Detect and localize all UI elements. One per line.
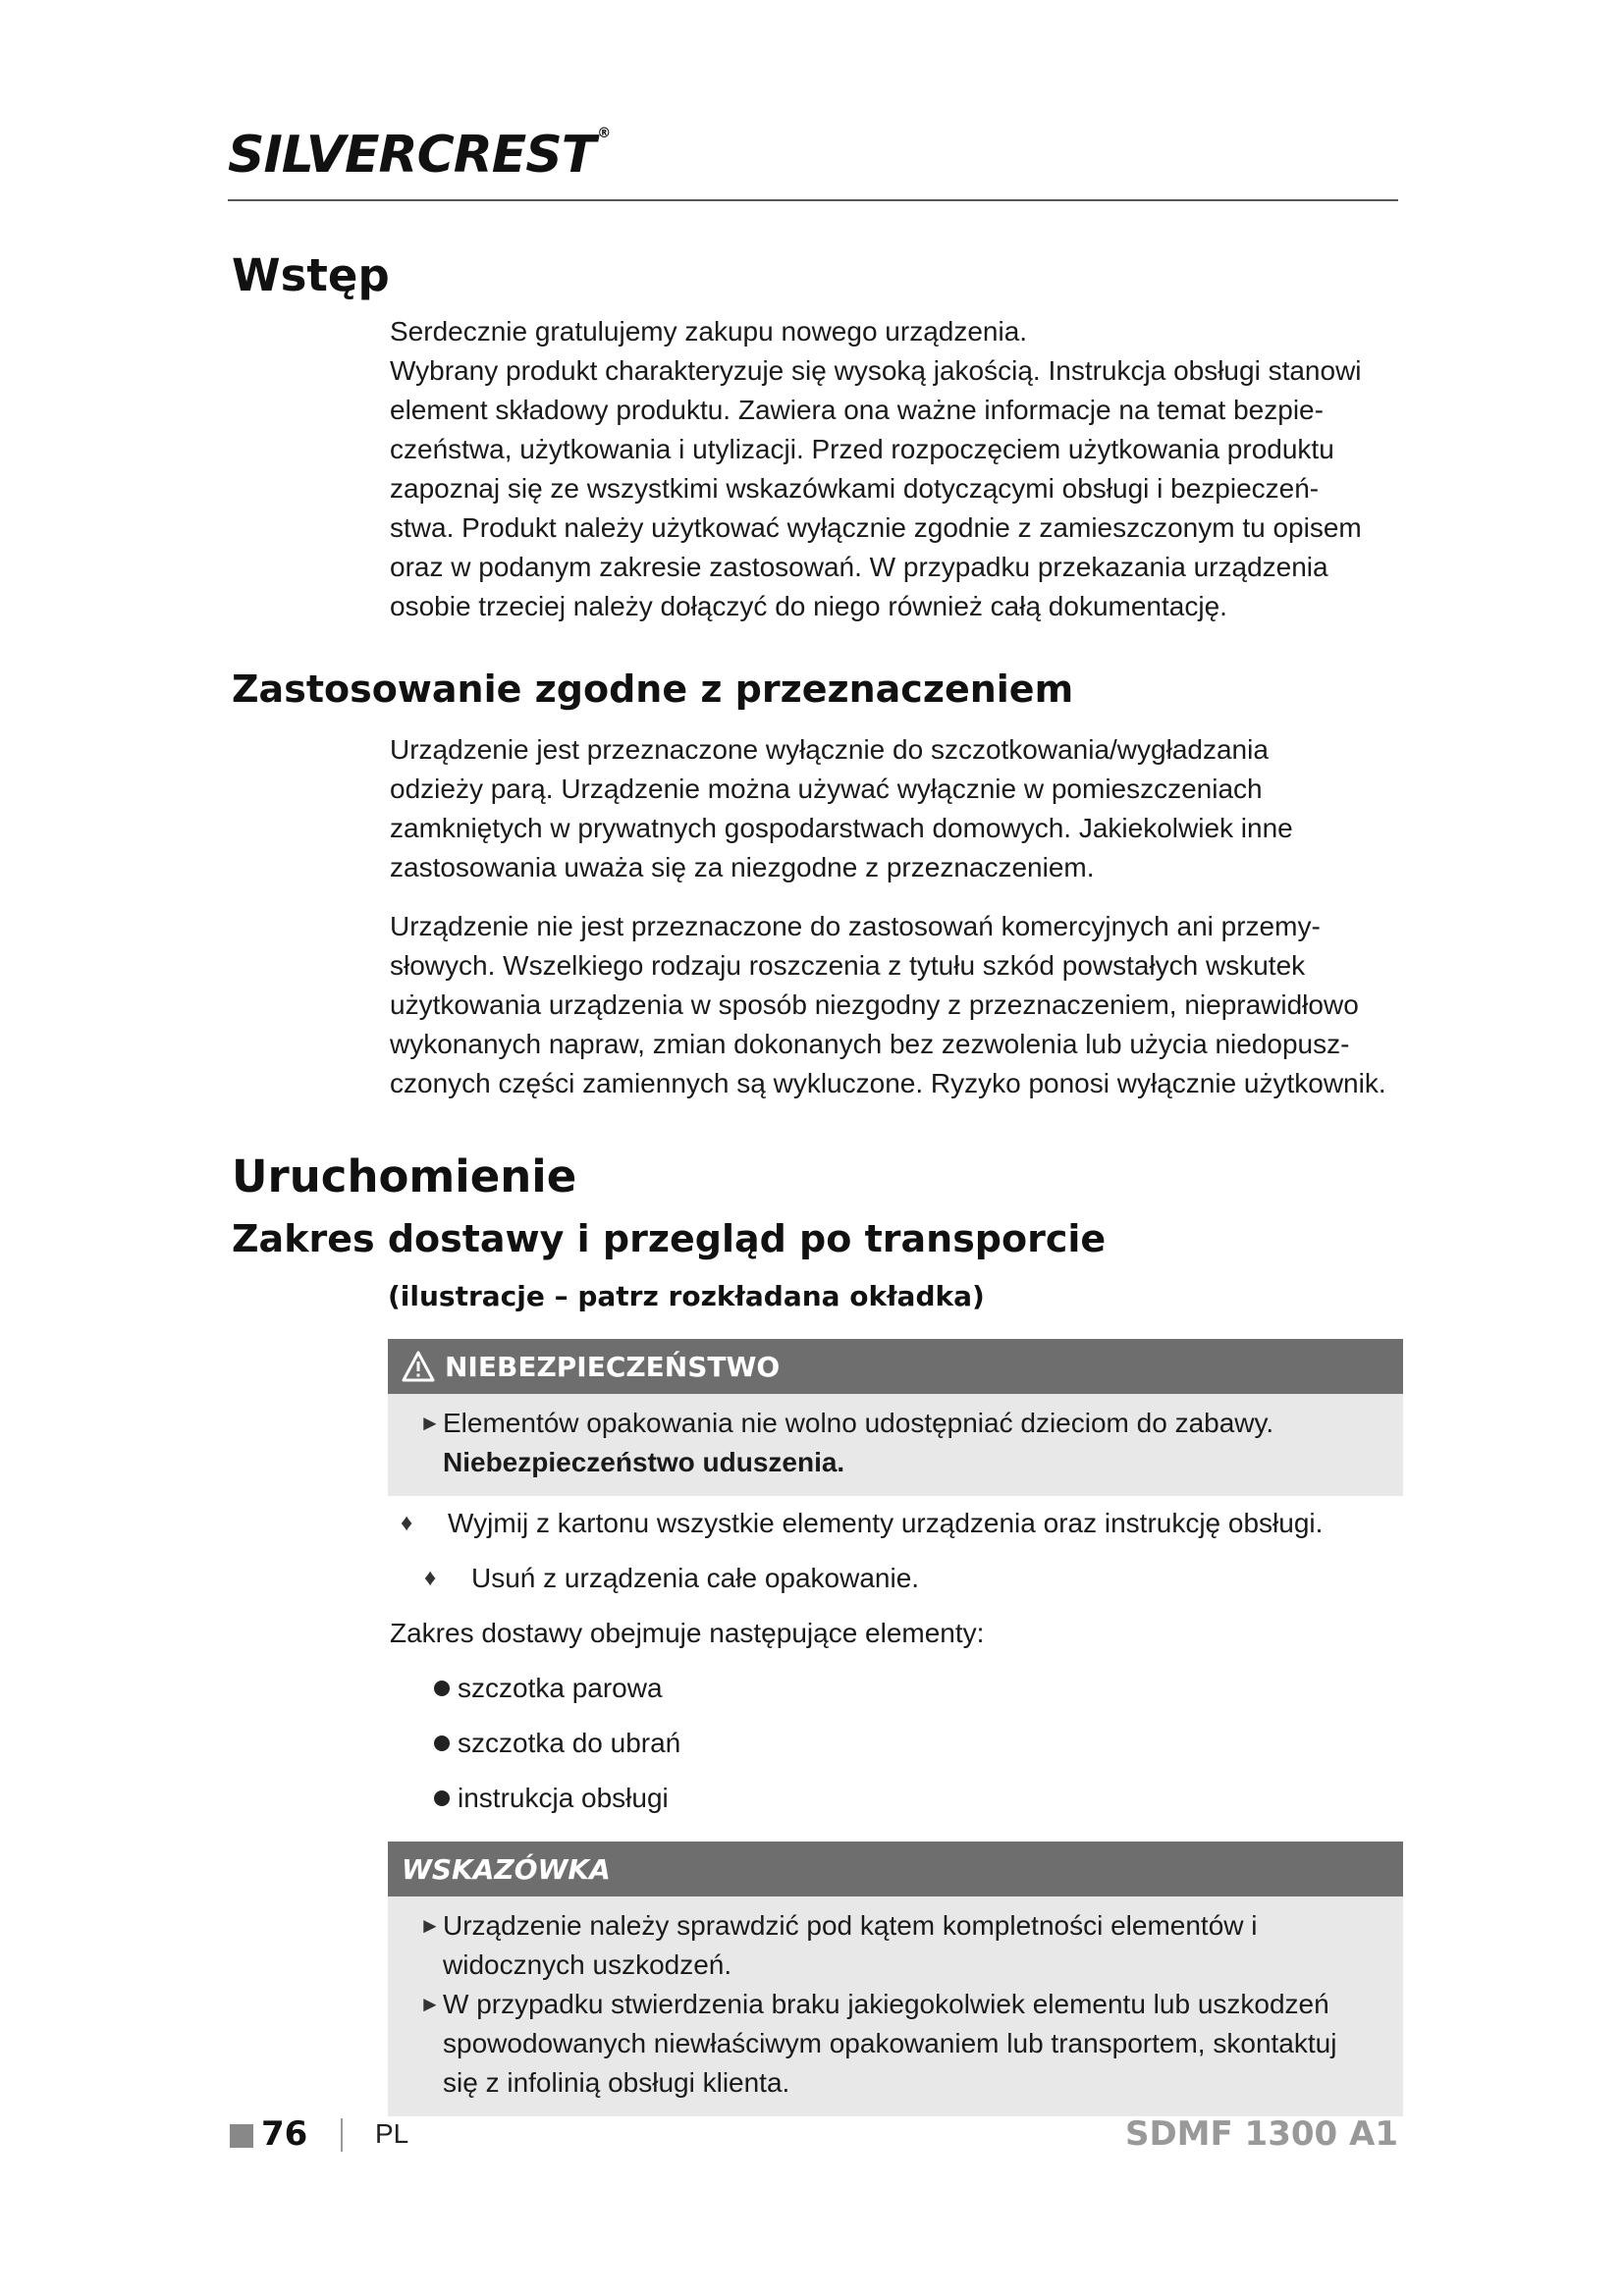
danger-strong-text: Niebezpieczeństwo uduszenia. [443,1447,845,1477]
arrow-right-icon: ► [419,1913,441,1938]
text-line: Urządzenie jest przeznaczone wyłącznie do szczotkowania/wygładzania [390,734,1269,765]
section-title-zastosowanie: Zastosowanie zgodne z przeznaczeniem [232,667,1074,711]
hint-item [419,1985,1383,2103]
danger-box-body [388,1394,1403,1496]
text-line: zapoznaj się ze wszystkimi wskazówkami dotyczącymi obsługi i bezpieczeń- [390,473,1320,504]
text-line: zamkniętych w prywatnych gospodarstwach domowych. Jakiekolwiek inne [390,813,1293,843]
zastosowanie-body [390,730,1403,1103]
header-rule [228,199,1398,201]
danger-box-header [388,1339,1403,1394]
model-number: SDMF 1300 A1 [1124,2114,1398,2154]
danger-item [419,1404,1383,1482]
arrow-right-icon: ► [419,1992,441,2016]
footer-square-icon [230,2124,253,2148]
hint-text: spowodowanych niewłaściwym opakowaniem lub transportem, skontaktuj [443,2028,1337,2058]
danger-text: Elementów opakowania nie wolno udostępniać dzieciom do zabawy. [443,1408,1274,1438]
delivery-intro: Zakres dostawy obejmuje następujące elementy: [390,1618,985,1648]
language-code: PL [375,2118,409,2149]
bullet-dot-icon [434,1681,450,1696]
danger-box-heading: NIEBEZPIECZEŃSTWO [445,1350,781,1383]
hint-text: Urządzenie należy sprawdzić pod kątem kompletności elementów i [443,1910,1258,1941]
diamond-bullet-icon: ♦ [424,1565,437,1591]
section-title-uruchomienie: Uruchomienie [232,1150,577,1202]
text-line: zastosowania uważa się za niezgodne z przeznaczeniem. [390,852,1095,882]
text-line: Serdecznie gratulujemy zakupu nowego urządzenia. [390,316,1028,347]
page-number: 76 [261,2114,308,2154]
step-text: Wyjmij z kartonu wszystkie elementy urządzenia oraz instrukcję obsługi. [448,1508,1324,1538]
brand-name: SILVERCREST [228,126,596,185]
text-line: oraz w podanym zakresie zastosowań. W przypadku przekazania urządzenia [390,552,1328,582]
hint-box-body [388,1896,1403,2116]
text-line: czeństwa, użytkowania i utylizacji. Przed rozpoczęciem użytkowania produktu [390,434,1334,464]
text-line: Wybrany produkt charakteryzuje się wysoką jakością. Instrukcja obsługi stanowi [390,355,1362,386]
text-line: element składowy produktu. Zawiera ona ważne informacje na temat bezpie- [390,395,1324,425]
hint-item [419,1906,1383,1985]
delivery-item [458,1779,669,1818]
diamond-bullet-icon: ♦ [401,1510,413,1536]
registered-mark: ® [597,126,611,141]
hint-box-header [388,1842,1403,1896]
section-title-wstep: Wstęp [232,249,390,301]
delivery-item-text: szczotka parowa [458,1673,663,1703]
text-line: słowych. Wszelkiego rodzaju roszczenia z tytułu szkód powstałych wskutek [390,950,1306,981]
danger-box [388,1339,1403,1496]
text-line: Urządzenie nie jest przeznaczone do zastosowań komercyjnych ani przemy- [390,911,1321,941]
hint-box [388,1842,1403,2116]
text-line: stwa. Produkt należy użytkować wyłącznie zgodnie z zamieszczonym tu opisem [390,512,1362,543]
warning-triangle-icon [402,1351,435,1382]
footer-divider [341,2118,343,2152]
step-item [424,1559,920,1598]
subsection-title-zakres: Zakres dostawy i przegląd po transporcie [232,1217,1107,1260]
text-line: czonych części zamiennych są wykluczone. Ryzyko ponosi wyłącznie użytkownik. [390,1068,1386,1098]
hint-box-heading: WSKAZÓWKA [402,1852,611,1886]
delivery-item [458,1724,680,1763]
hint-text: się z infolinią obsługi klienta. [443,2067,790,2098]
brand-logo [228,126,610,185]
bullet-dot-icon [434,1735,450,1751]
hint-text: W przypadku stwierdzenia braku jakiegokolwiek elementu lub uszkodzeń [443,1989,1329,2019]
step-item [401,1504,1324,1543]
illustration-note: (ilustracje – patrz rozkładana okładka) [388,1280,985,1312]
wstep-body [390,312,1403,626]
arrow-right-icon: ► [419,1411,441,1435]
hint-text: widocznych uszkodzeń. [443,1949,732,1980]
text-line: osobie trzeciej należy dołączyć do niego również całą dokumentację. [390,591,1227,621]
delivery-item-text: szczotka do ubrań [458,1728,681,1758]
text-line: wykonanych napraw, zmian dokonanych bez zezwolenia lub użycia niedopusz- [390,1029,1350,1059]
bullet-dot-icon [434,1790,450,1806]
text-line: odzieży parą. Urządzenie można używać wyłącznie w pomieszczeniach [390,774,1263,804]
step-text: Usuń z urządzenia całe opakowanie. [471,1563,920,1593]
delivery-item-text: instrukcja obsługi [458,1783,669,1813]
delivery-item [458,1669,663,1708]
text-line: użytkowania urządzenia w sposób niezgodny z przeznaczeniem, nieprawidłowo [390,989,1359,1020]
